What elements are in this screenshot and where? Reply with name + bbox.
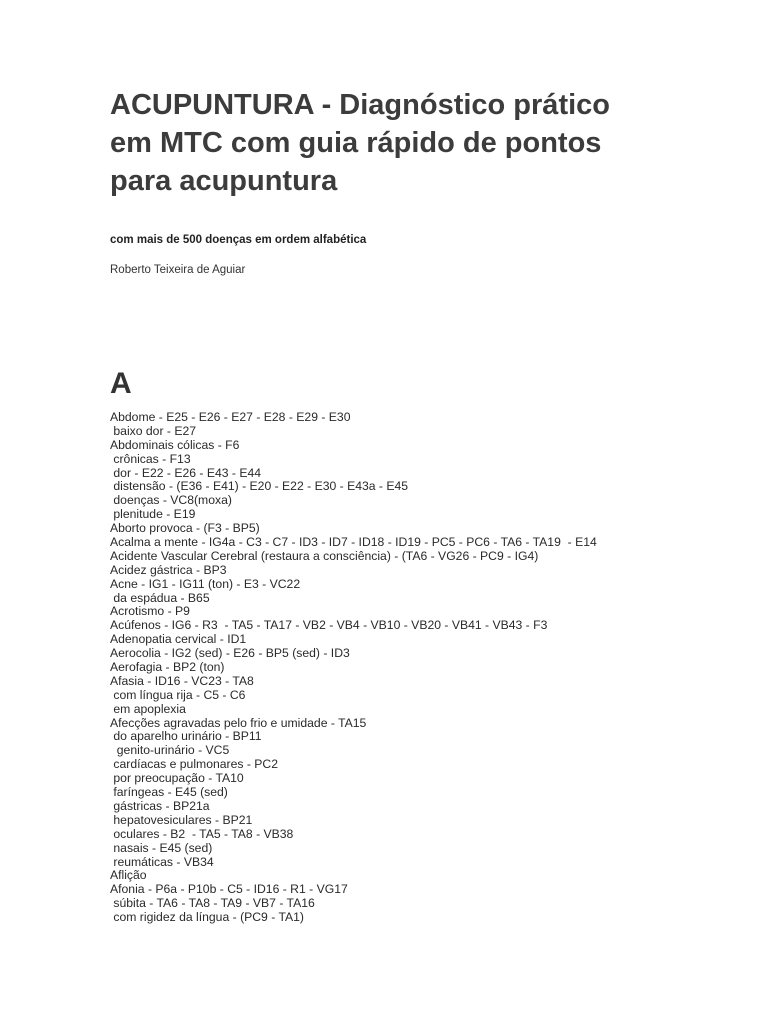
list-item: Acidez gástrica - BP3: [110, 562, 227, 577]
entry-list: [110, 411, 750, 925]
list-item: gástricas - BP21a: [110, 798, 210, 813]
list-item: Abdominais cólicas - F6: [110, 437, 240, 452]
list-item: Afecções agravadas pelo frio e umidade - TA15: [110, 715, 367, 730]
list-item: Abdome - E25 - E26 - E27 - E28 - E29 - E30: [110, 410, 351, 424]
list-item: nasais - E45 (sed): [110, 840, 213, 855]
list-item: do aparelho urinário - BP11: [110, 729, 262, 744]
list-item: Acalma a mente - IG4a - C3 - C7 - ID3 - ID7 - ID18 - ID19 - PC5 - PC6 - TA6 - TA19 - E14: [110, 535, 597, 550]
list-item: crônicas - F13: [110, 451, 191, 466]
list-item: oculares - B2 - TA5 - TA8 - VB38: [110, 826, 294, 841]
list-item: Aflição: [110, 868, 147, 883]
list-item: cardíacas e pulmonares - PC2: [110, 757, 278, 772]
list-item: súbita - TA6 - TA8 - TA9 - VB7 - TA16: [110, 896, 315, 911]
list-item: dor - E22 - E26 - E43 - E44: [110, 465, 262, 480]
list-item: Acrotismo - P9: [110, 604, 190, 619]
list-item: Acúfenos - IG6 - R3 - TA5 - TA17 - VB2 - VB4 - VB10 - VB20 - VB41 - VB43 - F3: [110, 618, 548, 633]
list-item: faríngeas - E45 (sed): [110, 785, 228, 800]
document-header: [110, 86, 740, 278]
document-title: ACUPUNTURA - Diagnóstico prático em MTC com guia rápido de pontos para acupuntura: [110, 89, 610, 197]
list-item: Acidente Vascular Cerebral (restaura a consciência) - (TA6 - VG26 - PC9 - IG4): [110, 548, 539, 563]
document-subtitle: com mais de 500 doenças em ordem alfabética: [110, 234, 367, 246]
list-item: plenitude - E19: [110, 507, 196, 522]
list-item: com rigidez da língua - (PC9 - TA1): [110, 910, 304, 925]
list-item: Aerofagia - BP2 (ton): [110, 660, 225, 675]
list-item: com língua rija - C5 - C6: [110, 687, 246, 702]
document-author: Roberto Teixeira de Aguiar: [110, 264, 246, 276]
list-item: Afasia - ID16 - VC23 - TA8: [110, 673, 254, 688]
list-item: Adenopatia cervical - ID1: [110, 632, 247, 647]
list-item: Aborto provoca - (F3 - BP5): [110, 521, 260, 536]
list-item: Aerocolia - IG2 (sed) - E26 - BP5 (sed) - ID3: [110, 646, 350, 661]
list-item: da espádua - B65: [110, 590, 210, 605]
list-item: Acne - IG1 - IG11 (ton) - E3 - VC22: [110, 576, 301, 591]
list-item: Afonia - P6a - P10b - C5 - ID16 - R1 - VG17: [110, 882, 348, 897]
list-item: distensão - (E36 - E41) - E20 - E22 - E30 - E43a - E45: [110, 479, 409, 494]
list-item: hepatovesiculares - BP21: [110, 812, 253, 827]
list-item: em apoplexia: [110, 701, 186, 716]
list-item: por preocupação - TA10: [110, 771, 244, 786]
list-item: reumáticas - VB34: [110, 854, 214, 869]
section-letter-heading: A: [110, 367, 132, 400]
list-item: baixo dor - E27: [110, 423, 197, 438]
list-item: genito-urinário - VC5: [110, 743, 230, 758]
list-item: doenças - VC8(moxa): [110, 493, 232, 508]
